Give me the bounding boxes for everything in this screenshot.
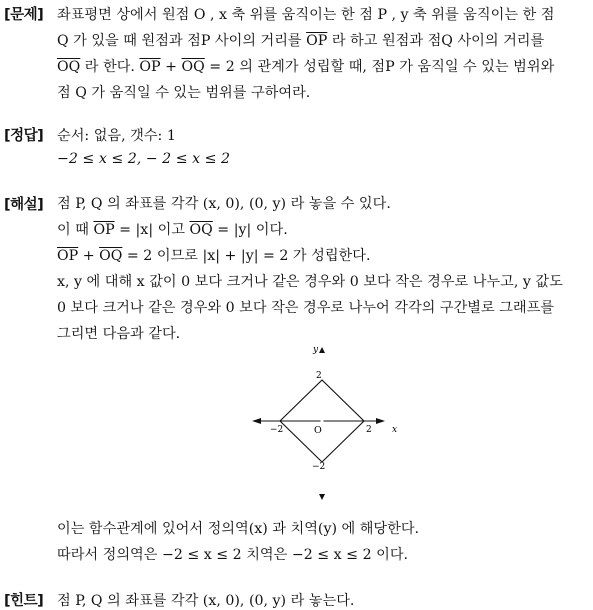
answer-tag: [정답] [4,128,44,144]
right-label: 2 [366,425,372,435]
y-axis-up-arrow [319,347,325,353]
top-label: 2 [316,371,322,381]
solution-line-2: 이 때 $\overline{OP} = |x|$ 이고 $\overline{OQ} = |y|$ 이다. [57,222,288,238]
origin-label: O [314,425,322,436]
solution-line-7: 이는 함수관계에 있어서 정의역(x) 과 치역(y) 에 해당한다. [57,521,420,537]
diamond-shape [280,380,364,462]
bottom-label: −2 [312,462,326,472]
solution-tag: [해설] [4,197,44,213]
problem-line-3: $\overline{OQ}$ 라 한다. $\overline{OP} + \overline{OQ} = 2$ 의 관계가 성립할 때, 점P 가 움직일 수 있는 범위와 [57,59,555,75]
y-axis-down-arrow [319,494,325,500]
solution-line-4: x, y 에 대해 x 값이 0 보다 크거나 같은 경우와 0 보다 작은 경우로 나누고, y 값도 [57,274,563,290]
hint-tag: [힌트] [4,593,44,609]
x-axis-right-arrow [376,418,385,424]
left-label: −2 [270,425,284,435]
problem-line-2: Q 가 있을 때 원점과 점P 사이의 거리를 $\overline{OP}$ 라 하고 원점과 점Q 사이의 거리를 [57,33,545,49]
y-axis-label: y [313,345,319,355]
solution-line-8: 따라서 정의역은 −2 ≤ x ≤ 2 치역은 −2 ≤ x ≤ 2 이다. [57,547,409,563]
solution-line-5: 0 보다 크거나 같은 경우와 0 보다 작은 경우로 나누어 각각의 구간별로 그래프를 [57,300,555,316]
segment-op: $\overline{OP}$ [306,33,328,49]
answer-line-1: 순서: 없음, 갯수: 1 [57,128,176,144]
segment-oq: $\overline{OQ}$ [57,59,81,75]
problem-line-4: 점 Q 가 움직일 수 있는 범위를 구하여라. [57,85,311,101]
x-axis-left-arrow [252,418,261,424]
x-axis-label: x [392,425,398,435]
answer-line-2: −2 ≤ x ≤ 2, − 2 ≤ x ≤ 2 [57,151,231,167]
problem-tag: [문제] [4,7,44,23]
solution-line-6: 그리면 다음과 같다. [57,326,181,342]
problem-line-1: 좌표평면 상에서 원점 O , x 축 위를 움직이는 한 점 P , y 축 위를 움직이는 한 점 [57,7,555,23]
solution-line-1: 점 P, Q 의 좌표를 각각 (x, 0), (0, y) 라 놓을 수 있다. [57,196,391,212]
solution-line-3: $\overline{OP} + \overline{OQ} = 2$ 이므로 |x| + |y| = 2 가 성립한다. [57,248,371,264]
hint-line-1: 점 P, Q 의 좌표를 각각 (x, 0), (0, y) 라 놓는다. [57,593,355,609]
